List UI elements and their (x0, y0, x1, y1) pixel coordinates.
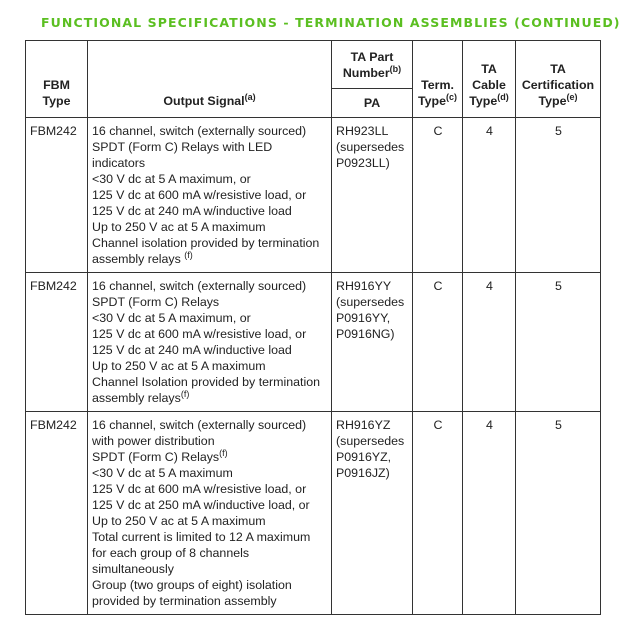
header-ta-cable-type: TA Cable Type$^{(d)}$ (463, 41, 516, 118)
fbm-type-cell: FBM242 (26, 412, 88, 615)
cable-type-cell: 4 (463, 412, 516, 615)
table-row (26, 273, 601, 412)
cable-type-cell: 4 (463, 118, 516, 273)
certification-type-cell: 5 (516, 118, 601, 273)
output-signal-cell: 16 channel, switch (externally sourced) SPDT (Form C) Relays with LED indicators <30 V dc at 5 A maximum, or 125 V dc at 600 mA w/resistive load, or 125 V dc at 240 mA w/inductive load Up to 250 V ac at 5 A maximum Channel isolation provided by termination assembly relays $^{(f)}$ (88, 118, 332, 273)
table-row (26, 118, 601, 273)
section-title: FUNCTIONAL SPECIFICATIONS - TERMINATION ASSEMBLIES (CONTINUED) (41, 15, 621, 30)
header-row (26, 41, 601, 89)
pa-part-number-cell: RH923LL (supersedes P0923LL) (332, 118, 413, 273)
term-type-cell: C (413, 273, 463, 412)
fbm-type-cell: FBM242 (26, 118, 88, 273)
pa-part-number-cell: RH916YY (supersedes P0916YY, P0916NG) (332, 273, 413, 412)
output-signal-cell: 16 channel, switch (externally sourced) SPDT (Form C) Relays <30 V dc at 5 A maximum, or 125 V dc at 600 mA w/resistive load, or 125 V dc at 240 mA w/inductive load Up to 250 V ac at 5 A maximum Channel Isolation provided by termination assembly relays$^{(f)}$ (88, 273, 332, 412)
table-row (26, 412, 601, 615)
output-signal-cell: 16 channel, switch (externally sourced) with power distribution SPDT (Form C) Relays$^{(f)}$ <30 V dc at 5 A maximum 125 V dc at 600 mA w/resistive load, or 125 V dc at 250 mA w/inductive load, or Up to 250 V ac at 5 A maximum Total current is limited to 12 A maximum for each group of 8 channels simultaneously Group (two groups of eight) isolation provided by termination assembly (88, 412, 332, 615)
certification-type-cell: 5 (516, 412, 601, 615)
header-term-type: Term. Type$^{(c)}$ (413, 41, 463, 118)
term-type-cell: C (413, 118, 463, 273)
cable-type-cell: 4 (463, 273, 516, 412)
header-ta-part-number: TA Part Number$^{(b)}$ (332, 41, 413, 89)
certification-type-cell: 5 (516, 273, 601, 412)
specifications-table (25, 40, 601, 615)
header-pa: PA (332, 89, 413, 118)
header-output-signal: Output Signal$^{(a)}$ (88, 41, 332, 118)
pa-part-number-cell: RH916YZ (supersedes P0916YZ, P0916JZ) (332, 412, 413, 615)
header-ta-certification-type: TA Certification Type$^{(e)}$ (516, 41, 601, 118)
header-fbm-type: FBM Type (26, 41, 88, 118)
fbm-type-cell: FBM242 (26, 273, 88, 412)
term-type-cell: C (413, 412, 463, 615)
